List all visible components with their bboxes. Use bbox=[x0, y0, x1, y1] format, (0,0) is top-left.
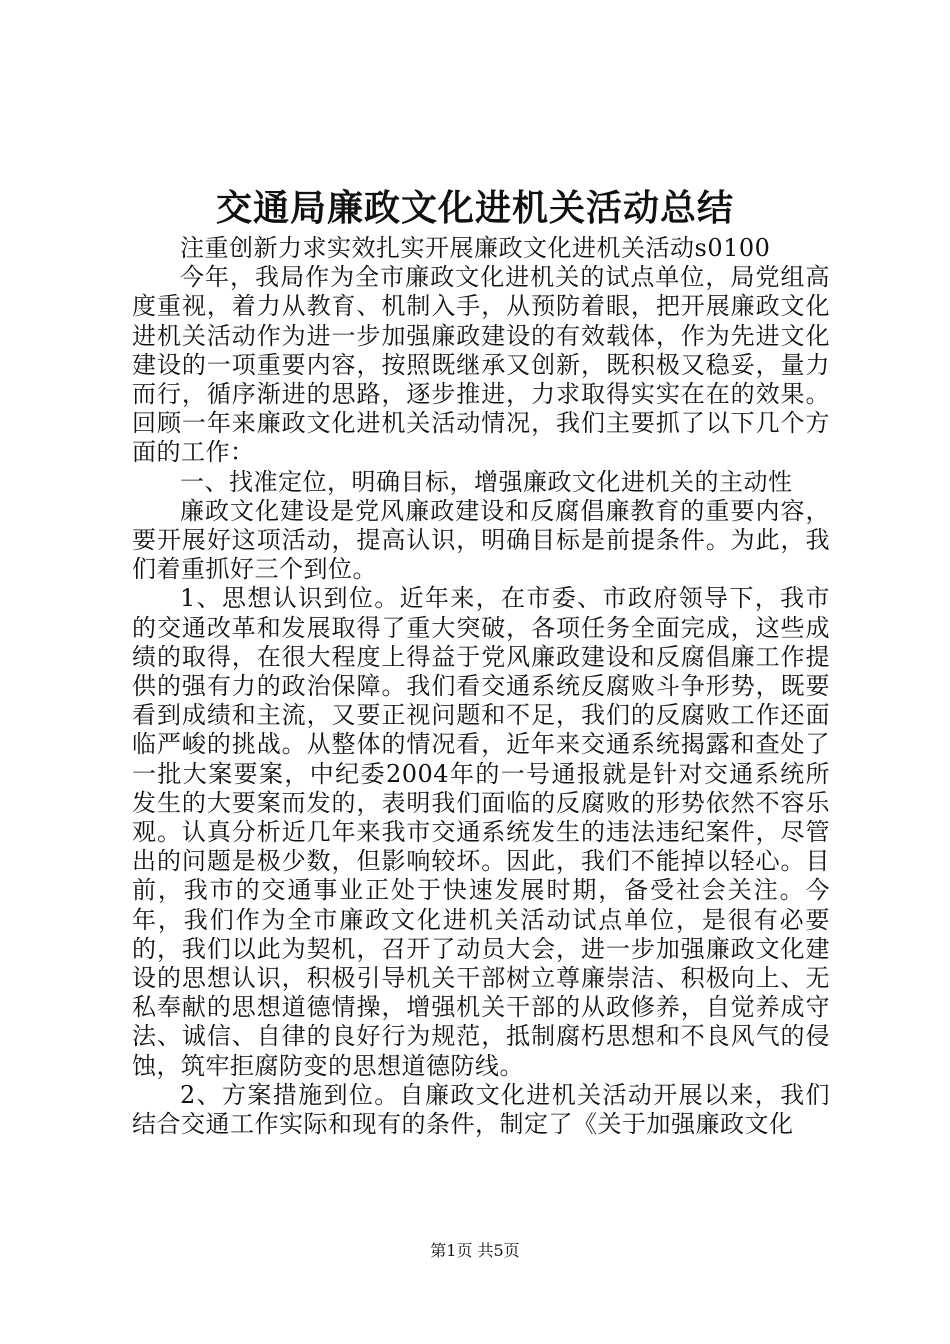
section-heading-1: 一、找准定位，明确目标，增强廉政文化进机关的主动性 bbox=[180, 467, 793, 496]
page-footer: 第1页 共5页 bbox=[430, 1241, 520, 1260]
intro-paragraph: 今年，我局作为全市廉政文化进机关的试点单位，局党组高度重视，着力从教育、机制入手，从预防着眼，把开展廉政文化进机关活动作为进一步加强廉政建设的有效载体，作为先进文化建设的一项重要内容，按照既继承又创新，既积极又稳妥，量力而行，循序渐进的思路，逐步推进，力求取得实实在在的效果。回顾一年来廉政文化进机关活动情况，我们主要抓了以下几个方面的工作： bbox=[132, 263, 830, 467]
subtitle-paragraph: 注重创新力求实效扎实开展廉政文化进机关活动s0100 bbox=[180, 234, 771, 262]
document-body bbox=[132, 234, 830, 1139]
section-1-paragraph: 廉政文化建设是党风廉政建设和反腐倡廉教育的重要内容，要开展好这项活动，提高认识，明确目标是前提条件。为此，我们着重抓好三个到位。 bbox=[132, 496, 830, 584]
item-1-paragraph: 1、思想认识到位。近年来，在市委、市政府领导下，我市的交通改革和发展取得了重大突破，各项任务全面完成，这些成绩的取得，在很大程度上得益于党风廉政建设和反腐倡廉工作提供的强有力的政治保障。我们看交通系统反腐败斗争形势，既要看到成绩和主流，又要正视问题和不足，我们的反腐败工作还面临严峻的挑战。从整体的情况看，近年来交通系统揭露和查处了一批大案要案，中纪委2004年的一号通报就是针对交通系统所发生的大要案而发的，表明我们面临的反腐败的形势依然不容乐观。认真分析近几年来我市交通系统发生的违法违纪案件，尽管出的问题是极少数，但影响较坏。因此，我们不能掉以轻心。目前，我市的交通事业正处于快速发展时期，备受社会关注。今年，我们作为全市廉政文化进机关活动试点单位，是很有必要的，我们以此为契机，召开了动员大会，进一步加强廉政文化建设的思想认识，积极引导机关干部树立尊廉崇洁、积极向上、无私奉献的思想道德情操，增强机关干部的从政修养，自觉养成守法、诚信、自律的良好行为规范，抵制腐朽思想和不良风气的侵蚀，筑牢拒腐防变的思想道德防线。 bbox=[132, 584, 830, 1080]
item-2-paragraph: 2、方案措施到位。自廉政文化进机关活动开展以来，我们结合交通工作实际和现有的条件，制定了《关于加强廉政文化 bbox=[132, 1080, 830, 1139]
document-title: 交通局廉政文化进机关活动总结 bbox=[215, 187, 734, 229]
